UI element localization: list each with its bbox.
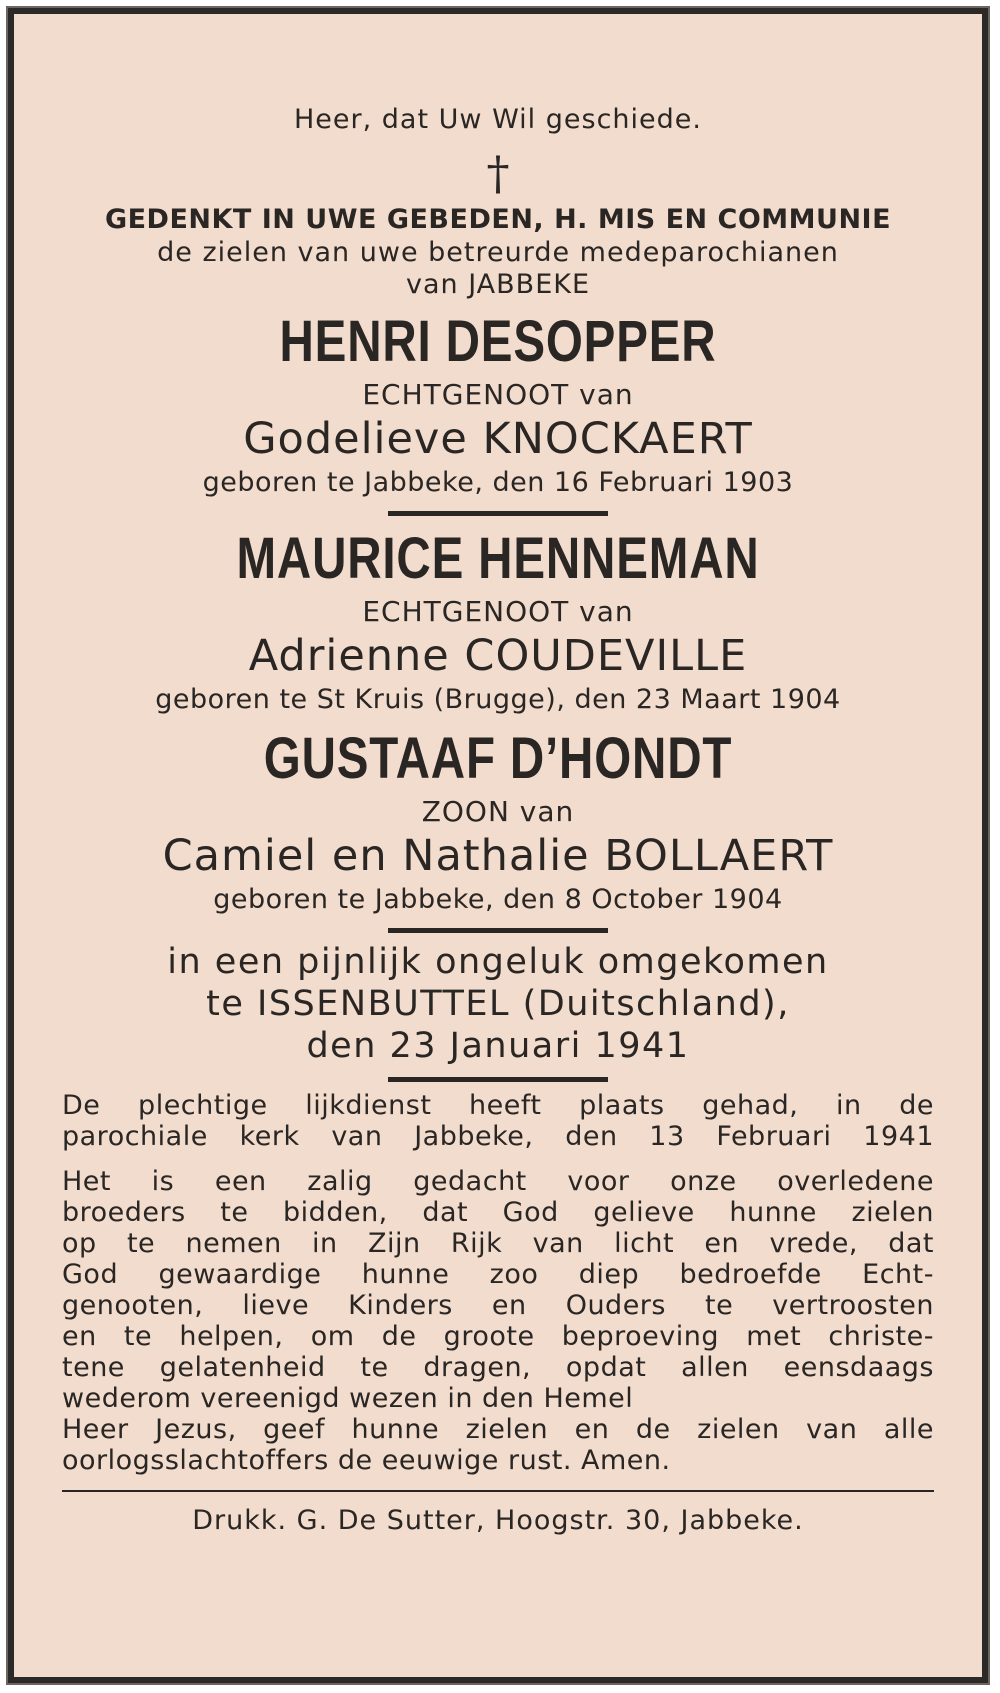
printer-separator [62, 1490, 934, 1492]
printer-credit: Drukk. G. De Sutter, Hoogstr. 30, Jabbeke. [192, 1505, 804, 1536]
memorial-card [8, 8, 988, 1683]
person-1-born: geboren te Jabbeke, den 16 Februari 1903 [202, 467, 794, 498]
event-line-1: in een pijnlijk ongeluk omgekomen [167, 942, 829, 982]
person-3-relation: ZOON van [421, 795, 575, 828]
divider-rule [388, 511, 608, 516]
divider-rule [388, 928, 608, 933]
prayer-line: en te helpen, om de groote beproeving met christe- [62, 1321, 934, 1352]
person-3-name: GUSTAAF D’HONDT [263, 726, 733, 791]
intro-line-2: de zielen van uwe betreurde medeparochianen [157, 237, 839, 268]
prayer-line: tene gelatenheid te dragen, opdat allen eensdaags [62, 1352, 934, 1383]
person-2-born: geboren te St Kruis (Brugge), den 23 Maart 1904 [155, 684, 841, 715]
prayer-line: op te nemen in Zijn Rijk van licht en vrede, dat [62, 1228, 934, 1259]
intro-line-3: van JABBEKE [405, 269, 591, 300]
prayer-line: oorlogsslachtoffers de eeuwige rust. Amen. [62, 1445, 671, 1476]
person-1-name: HENRI DESOPPER [279, 309, 717, 374]
funeral-line-1: De plechtige lijkdienst heeft plaats gehad, in de [62, 1090, 934, 1121]
person-2-spouse: Adrienne COUDEVILLE [248, 631, 748, 681]
person-3-born: geboren te Jabbeke, den 8 October 1904 [213, 884, 783, 915]
cross-icon: † [486, 146, 510, 200]
prayer-paragraph [62, 1166, 934, 1476]
person-2-name: MAURICE HENNEMAN [236, 526, 760, 591]
person-1-spouse: Godelieve KNOCKAERT [243, 414, 753, 464]
person-2-relation: ECHTGENOOT van [362, 595, 634, 628]
funeral-paragraph [62, 1090, 934, 1152]
prayer-line: wederom vereenigd wezen in den Hemel [62, 1383, 634, 1414]
card-content [62, 96, 934, 1538]
prayer-line: broeders te bidden, dat God gelieve hunne zielen [62, 1197, 934, 1228]
event-line-2: te ISSENBUTTEL (Duitschland), [206, 984, 790, 1024]
person-1-relation: ECHTGENOOT van [362, 378, 634, 411]
event-line-3: den 23 Januari 1941 [306, 1026, 690, 1066]
funeral-line-2: parochiale kerk van Jabbeke, den 13 Februari 1941 [62, 1121, 934, 1152]
prayer-line: genooten, lieve Kinders en Ouders te vertroosten [62, 1290, 934, 1321]
prayer-line: Het is een zalig gedacht voor onze overledene [62, 1166, 934, 1197]
intro-line-1: GEDENKT IN UWE GEBEDEN, H. MIS EN COMMUNIE [104, 204, 892, 235]
prayer-line: Heer Jezus, geef hunne zielen en de zielen van alle [62, 1414, 934, 1445]
divider-rule [388, 1077, 608, 1082]
motto: Heer, dat Uw Wil geschiede. [294, 104, 702, 135]
prayer-line: God gewaardige hunne zoo diep bedroefde Echt- [62, 1259, 934, 1290]
person-3-spouse: Camiel en Nathalie BOLLAERT [162, 831, 834, 881]
